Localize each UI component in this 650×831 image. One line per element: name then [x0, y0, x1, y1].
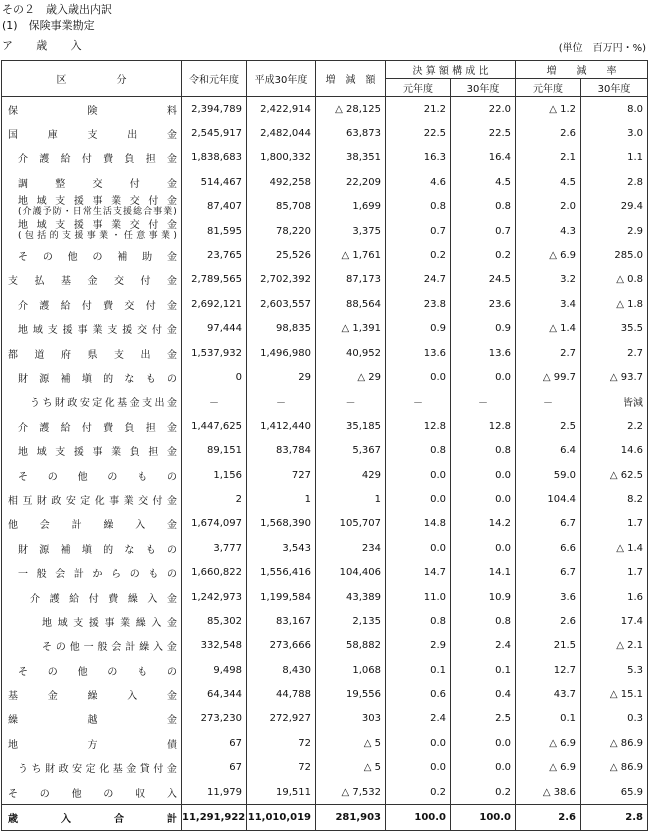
col-composition: 決 算 額 構 成 比 — [386, 61, 516, 79]
cell-r1: 87,407 — [182, 195, 247, 219]
cell-r1: 1,674,097 — [182, 512, 247, 536]
cell-c2: 2.5 — [451, 707, 516, 731]
cell-g1: 104.4 — [516, 487, 581, 511]
cell-diff: 234 — [316, 536, 386, 560]
cell-diff: 43,389 — [316, 585, 386, 609]
cell-g1: 59.0 — [516, 463, 581, 487]
cell-c1: 2.4 — [386, 707, 451, 731]
cell-diff: 303 — [316, 707, 386, 731]
cell-g1: 2.6 — [516, 121, 581, 145]
cell-c2: 0.2 — [451, 780, 516, 805]
cell-c1: 23.8 — [386, 292, 451, 316]
col-rate-r1: 元年度 — [516, 79, 581, 97]
cell-r1: 1,447,625 — [182, 414, 247, 438]
cell-g2: △ 15.1 — [581, 682, 648, 706]
table-body — [2, 97, 648, 831]
row-label: そ の 他 の も の — [2, 658, 182, 682]
cell-r1: 2,394,789 — [182, 97, 247, 122]
cell-h30: 492,258 — [247, 170, 316, 194]
cell-diff: 87,173 — [316, 268, 386, 292]
cell-c2: 0.1 — [451, 658, 516, 682]
cell-diff: △ 5 — [316, 756, 386, 780]
table-row — [2, 585, 648, 609]
row-label: 他 会 計 繰 入 金 — [2, 512, 182, 536]
cell-h30: 1,412,440 — [247, 414, 316, 438]
cell-c2: － — [451, 390, 516, 414]
cell-c2: 100.0 — [451, 805, 516, 830]
row-label: 地 域 支 援 事 業 交 付 金 ( 介 護 予 防 ・ 日 常 生 活 支 援 総 合 事 業 ) — [2, 195, 182, 219]
cell-c2: 0.9 — [451, 317, 516, 341]
cell-diff: 63,873 — [316, 121, 386, 145]
cell-g2: △ 1.8 — [581, 292, 648, 316]
col-diff: 増 減 額 — [316, 61, 386, 97]
cell-g1: 0.1 — [516, 707, 581, 731]
cell-c2: 22.0 — [451, 97, 516, 122]
cell-c1: 0.2 — [386, 243, 451, 267]
cell-diff: 1 — [316, 487, 386, 511]
cell-h30: 83,784 — [247, 438, 316, 462]
col-change-rate: 増 減 率 — [516, 61, 648, 79]
col-comp-r1: 元年度 — [386, 79, 451, 97]
cell-g2: 1.1 — [581, 146, 648, 170]
cell-g1: 3.4 — [516, 292, 581, 316]
cell-diff: 40,952 — [316, 341, 386, 365]
row-label: 地 域 支 援 事 業 負 担 金 — [2, 438, 182, 462]
row-label: 歳 入 合 計 — [2, 805, 182, 830]
table-row — [2, 682, 648, 706]
table-row — [2, 438, 648, 462]
row-label: 介 護 給 付 費 繰 入 金 — [2, 585, 182, 609]
cell-h30: 2,482,044 — [247, 121, 316, 145]
cell-g1: △ 6.9 — [516, 756, 581, 780]
cell-c1: 0.0 — [386, 756, 451, 780]
cell-g1: △ 1.2 — [516, 97, 581, 122]
cell-g1: 2.6 — [516, 609, 581, 633]
table-row — [2, 707, 648, 731]
cell-c1: 0.2 — [386, 780, 451, 805]
cell-h30: 1,568,390 — [247, 512, 316, 536]
row-label: 地 域 支 援 事 業 支 援 交 付 金 — [2, 317, 182, 341]
cell-g1: 3.6 — [516, 585, 581, 609]
cell-g2: △ 86.9 — [581, 756, 648, 780]
cell-g2: 35.5 — [581, 317, 648, 341]
cell-r1: 97,444 — [182, 317, 247, 341]
cell-c1: 12.8 — [386, 414, 451, 438]
col-comp-h30: 30年度 — [451, 79, 516, 97]
cell-c1: 24.7 — [386, 268, 451, 292]
row-label: 相 互 財 政 安 定 化 事 業 交 付 金 — [2, 487, 182, 511]
cell-c2: 0.4 — [451, 682, 516, 706]
cell-h30: 72 — [247, 731, 316, 755]
cell-diff: 58,882 — [316, 634, 386, 658]
cell-c1: 0.8 — [386, 609, 451, 633]
report-heading: その２ 歳入歳出内訳 — [2, 3, 112, 16]
cell-r1: 3,777 — [182, 536, 247, 560]
cell-h30: 2,603,557 — [247, 292, 316, 316]
cell-c2: 0.0 — [451, 487, 516, 511]
cell-h30: 25,526 — [247, 243, 316, 267]
cell-g2: 285.0 — [581, 243, 648, 267]
cell-diff: △ 28,125 — [316, 97, 386, 122]
cell-h30: 272,927 — [247, 707, 316, 731]
cell-diff: △ 1,391 — [316, 317, 386, 341]
cell-c2: 0.0 — [451, 731, 516, 755]
row-label: 介 護 給 付 費 交 付 金 — [2, 292, 182, 316]
cell-r1: 89,151 — [182, 438, 247, 462]
cell-diff: 35,185 — [316, 414, 386, 438]
cell-c2: 0.2 — [451, 243, 516, 267]
table-row — [2, 121, 648, 145]
cell-g2: △ 93.7 — [581, 365, 648, 389]
cell-h30: 1 — [247, 487, 316, 511]
row-label: う ち 財 政 安 定 化 基 金 貸 付 金 — [2, 756, 182, 780]
row-label: 地 域 支 援 事 業 繰 入 金 — [2, 609, 182, 633]
cell-h30: － — [247, 390, 316, 414]
cell-diff: △ 1,761 — [316, 243, 386, 267]
cell-g2: 1.7 — [581, 560, 648, 584]
cell-c1: 0.0 — [386, 487, 451, 511]
cell-diff: △ 29 — [316, 365, 386, 389]
table-row — [2, 195, 648, 219]
row-label: 地 方 債 — [2, 731, 182, 755]
cell-c1: 0.1 — [386, 658, 451, 682]
cell-g1: 2.5 — [516, 414, 581, 438]
table-row — [2, 536, 648, 560]
cell-c2: 13.6 — [451, 341, 516, 365]
cell-c2: 22.5 — [451, 121, 516, 145]
cell-c2: 14.2 — [451, 512, 516, 536]
cell-c1: 0.0 — [386, 463, 451, 487]
cell-g2: △ 86.9 — [581, 731, 648, 755]
cell-c1: 2.9 — [386, 634, 451, 658]
table-row — [2, 243, 648, 267]
table-row — [2, 146, 648, 170]
cell-g1: 2.1 — [516, 146, 581, 170]
cell-g2: 14.6 — [581, 438, 648, 462]
row-label: う ち 財 政 安 定 化 基 金 支 出 金 — [2, 390, 182, 414]
cell-diff: 5,367 — [316, 438, 386, 462]
cell-c1: 0.8 — [386, 438, 451, 462]
row-label: 国 庫 支 出 金 — [2, 121, 182, 145]
cell-diff: 19,556 — [316, 682, 386, 706]
cell-c1: 0.7 — [386, 219, 451, 243]
cell-g1: 6.7 — [516, 560, 581, 584]
cell-h30: 78,220 — [247, 219, 316, 243]
cell-c1: 0.0 — [386, 731, 451, 755]
row-label: そ の 他 の も の — [2, 463, 182, 487]
cell-h30: 29 — [247, 365, 316, 389]
cell-g1: 43.7 — [516, 682, 581, 706]
cell-r1: 11,291,922 — [182, 805, 247, 830]
col-category: 区 分 — [2, 61, 182, 97]
cell-g1: 2.7 — [516, 341, 581, 365]
table-row — [2, 414, 648, 438]
row-label: 一 般 会 計 か ら の も の — [2, 560, 182, 584]
table-row — [2, 487, 648, 511]
cell-h30: 2,422,914 — [247, 97, 316, 122]
cell-c1: 4.6 — [386, 170, 451, 194]
row-label: 基 金 繰 入 金 — [2, 682, 182, 706]
cell-c2: 4.5 — [451, 170, 516, 194]
cell-r1: 64,344 — [182, 682, 247, 706]
cell-h30: 3,543 — [247, 536, 316, 560]
table-row — [2, 463, 648, 487]
cell-diff: 22,209 — [316, 170, 386, 194]
cell-g2: 5.3 — [581, 658, 648, 682]
cell-g1: △ 1.4 — [516, 317, 581, 341]
table-row — [2, 560, 648, 584]
cell-diff: △ 5 — [316, 731, 386, 755]
cell-g2: 2.8 — [581, 805, 648, 830]
cell-c1: 13.6 — [386, 341, 451, 365]
table-row — [2, 170, 648, 194]
cell-g2: 1.7 — [581, 512, 648, 536]
table-row — [2, 512, 648, 536]
cell-c1: 22.5 — [386, 121, 451, 145]
cell-h30: 1,496,980 — [247, 341, 316, 365]
cell-g1: △ 6.9 — [516, 243, 581, 267]
cell-g2: 1.6 — [581, 585, 648, 609]
cell-g2: △ 62.5 — [581, 463, 648, 487]
cell-r1: 67 — [182, 756, 247, 780]
row-label: 都 道 府 県 支 出 金 — [2, 341, 182, 365]
cell-g2: 65.9 — [581, 780, 648, 805]
cell-h30: 85,708 — [247, 195, 316, 219]
table-row — [2, 731, 648, 755]
cell-c1: 14.8 — [386, 512, 451, 536]
cell-h30: 273,666 — [247, 634, 316, 658]
cell-diff: 429 — [316, 463, 386, 487]
cell-diff: 105,707 — [316, 512, 386, 536]
cell-g2: 3.0 — [581, 121, 648, 145]
table-row — [2, 609, 648, 633]
cell-r1: 1,838,683 — [182, 146, 247, 170]
cell-c2: 0.0 — [451, 365, 516, 389]
cell-c2: 0.8 — [451, 195, 516, 219]
row-label: 財 源 補 塡 的 な も の — [2, 536, 182, 560]
row-label: そ の 他 一 般 会 計 繰 入 金 — [2, 634, 182, 658]
cell-diff: 3,375 — [316, 219, 386, 243]
cell-h30: 2,702,392 — [247, 268, 316, 292]
cell-g1: 2.0 — [516, 195, 581, 219]
cell-c2: 12.8 — [451, 414, 516, 438]
cell-r1: 9,498 — [182, 658, 247, 682]
cell-c2: 0.0 — [451, 756, 516, 780]
cell-r1: 1,156 — [182, 463, 247, 487]
row-label: そ の 他 の 収 入 — [2, 780, 182, 805]
cell-r1: 2,789,565 — [182, 268, 247, 292]
table-row — [2, 658, 648, 682]
table-row — [2, 756, 648, 780]
cell-g2: 皆減 — [581, 390, 648, 414]
cell-g1: △ 6.9 — [516, 731, 581, 755]
cell-c2: 0.0 — [451, 536, 516, 560]
cell-r1: 0 — [182, 365, 247, 389]
cell-g2: 17.4 — [581, 609, 648, 633]
cell-c2: 2.4 — [451, 634, 516, 658]
cell-g2: 2.9 — [581, 219, 648, 243]
cell-c1: 21.2 — [386, 97, 451, 122]
cell-diff: － — [316, 390, 386, 414]
cell-diff: △ 7,532 — [316, 780, 386, 805]
cell-h30: 727 — [247, 463, 316, 487]
cell-g1: 4.5 — [516, 170, 581, 194]
table-row — [2, 365, 648, 389]
cell-h30: 1,556,416 — [247, 560, 316, 584]
row-label: 介 護 給 付 費 負 担 金 — [2, 414, 182, 438]
cell-r1: 1,660,822 — [182, 560, 247, 584]
cell-g1: 3.2 — [516, 268, 581, 292]
cell-g2: 8.0 — [581, 97, 648, 122]
cell-g1: 4.3 — [516, 219, 581, 243]
cell-g1: 21.5 — [516, 634, 581, 658]
cell-h30: 11,010,019 — [247, 805, 316, 830]
cell-diff: 1,068 — [316, 658, 386, 682]
table-row — [2, 341, 648, 365]
cell-g1: 2.6 — [516, 805, 581, 830]
cell-g2: 29.4 — [581, 195, 648, 219]
cell-g2: 2.2 — [581, 414, 648, 438]
cell-diff: 38,351 — [316, 146, 386, 170]
cell-diff: 88,564 — [316, 292, 386, 316]
table-row — [2, 268, 648, 292]
cell-diff: 281,903 — [316, 805, 386, 830]
row-label: 介 護 給 付 費 負 担 金 — [2, 146, 182, 170]
cell-g1: － — [516, 390, 581, 414]
row-label: そ の 他 の 補 助 金 — [2, 243, 182, 267]
cell-g2: △ 0.8 — [581, 268, 648, 292]
table-row — [2, 390, 648, 414]
cell-r1: 514,467 — [182, 170, 247, 194]
cell-c1: 100.0 — [386, 805, 451, 830]
cell-h30: 19,511 — [247, 780, 316, 805]
cell-c1: 11.0 — [386, 585, 451, 609]
cell-g1: 12.7 — [516, 658, 581, 682]
cell-c2: 14.1 — [451, 560, 516, 584]
table-row — [2, 317, 648, 341]
cell-r1: 81,595 — [182, 219, 247, 243]
cell-h30: 8,430 — [247, 658, 316, 682]
cell-h30: 1,199,584 — [247, 585, 316, 609]
section-title: ア 歳 入 — [2, 39, 92, 52]
cell-r1: 85,302 — [182, 609, 247, 633]
cell-g2: 0.3 — [581, 707, 648, 731]
cell-c2: 24.5 — [451, 268, 516, 292]
cell-r1: 273,230 — [182, 707, 247, 731]
cell-g2: 2.8 — [581, 170, 648, 194]
row-label: 調 整 交 付 金 — [2, 170, 182, 194]
cell-r1: 2,545,917 — [182, 121, 247, 145]
cell-c2: 10.9 — [451, 585, 516, 609]
cell-h30: 1,800,332 — [247, 146, 316, 170]
cell-h30: 72 — [247, 756, 316, 780]
cell-c2: 0.0 — [451, 463, 516, 487]
row-label: 財 源 補 塡 的 な も の — [2, 365, 182, 389]
cell-diff: 1,699 — [316, 195, 386, 219]
cell-c1: 16.3 — [386, 146, 451, 170]
cell-h30: 44,788 — [247, 682, 316, 706]
cell-r1: 332,548 — [182, 634, 247, 658]
row-label: 支 払 基 金 交 付 金 — [2, 268, 182, 292]
cell-diff: 104,406 — [316, 560, 386, 584]
cell-c1: 0.9 — [386, 317, 451, 341]
unit-note: (単位 百万円・%) — [558, 43, 646, 54]
cell-g1: 6.4 — [516, 438, 581, 462]
table-row — [2, 219, 648, 243]
table-row — [2, 780, 648, 805]
cell-h30: 98,835 — [247, 317, 316, 341]
table-row — [2, 97, 648, 122]
cell-g1: 6.7 — [516, 512, 581, 536]
cell-g2: 8.2 — [581, 487, 648, 511]
row-label: 保 険 料 — [2, 97, 182, 122]
cell-r1: 1,242,973 — [182, 585, 247, 609]
cell-c2: 0.7 — [451, 219, 516, 243]
cell-h30: 83,167 — [247, 609, 316, 633]
row-label: 繰 越 金 — [2, 707, 182, 731]
cell-c1: 0.8 — [386, 195, 451, 219]
col-r1: 令和元年度 — [182, 61, 247, 97]
cell-c2: 23.6 — [451, 292, 516, 316]
cell-g2: 2.7 — [581, 341, 648, 365]
cell-r1: 1,537,932 — [182, 341, 247, 365]
col-rate-h30: 30年度 — [581, 79, 648, 97]
cell-g1: △ 99.7 — [516, 365, 581, 389]
table-row — [2, 805, 648, 830]
cell-c1: 0.0 — [386, 365, 451, 389]
cell-r1: 23,765 — [182, 243, 247, 267]
cell-c1: 0.0 — [386, 536, 451, 560]
cell-c2: 16.4 — [451, 146, 516, 170]
cell-r1: 67 — [182, 731, 247, 755]
cell-g1: 6.6 — [516, 536, 581, 560]
table-row — [2, 292, 648, 316]
cell-g2: △ 2.1 — [581, 634, 648, 658]
cell-c2: 0.8 — [451, 609, 516, 633]
cell-r1: 11,979 — [182, 780, 247, 805]
col-h30: 平成30年度 — [247, 61, 316, 97]
cell-r1: － — [182, 390, 247, 414]
cell-g2: △ 1.4 — [581, 536, 648, 560]
cell-r1: 2 — [182, 487, 247, 511]
cell-c1: 0.6 — [386, 682, 451, 706]
cell-c1: 14.7 — [386, 560, 451, 584]
table-row — [2, 634, 648, 658]
report-subheading: (1) 保険事業勘定 — [2, 19, 95, 32]
cell-c2: 0.8 — [451, 438, 516, 462]
cell-r1: 2,692,121 — [182, 292, 247, 316]
cell-c1: － — [386, 390, 451, 414]
cell-diff: 2,135 — [316, 609, 386, 633]
row-label: 地 域 支 援 事 業 交 付 金 ( 包 括 的 支 援 事 業 ・ 任 意 事 業 ) — [2, 219, 182, 243]
cell-g1: △ 38.6 — [516, 780, 581, 805]
revenue-table — [1, 60, 648, 831]
